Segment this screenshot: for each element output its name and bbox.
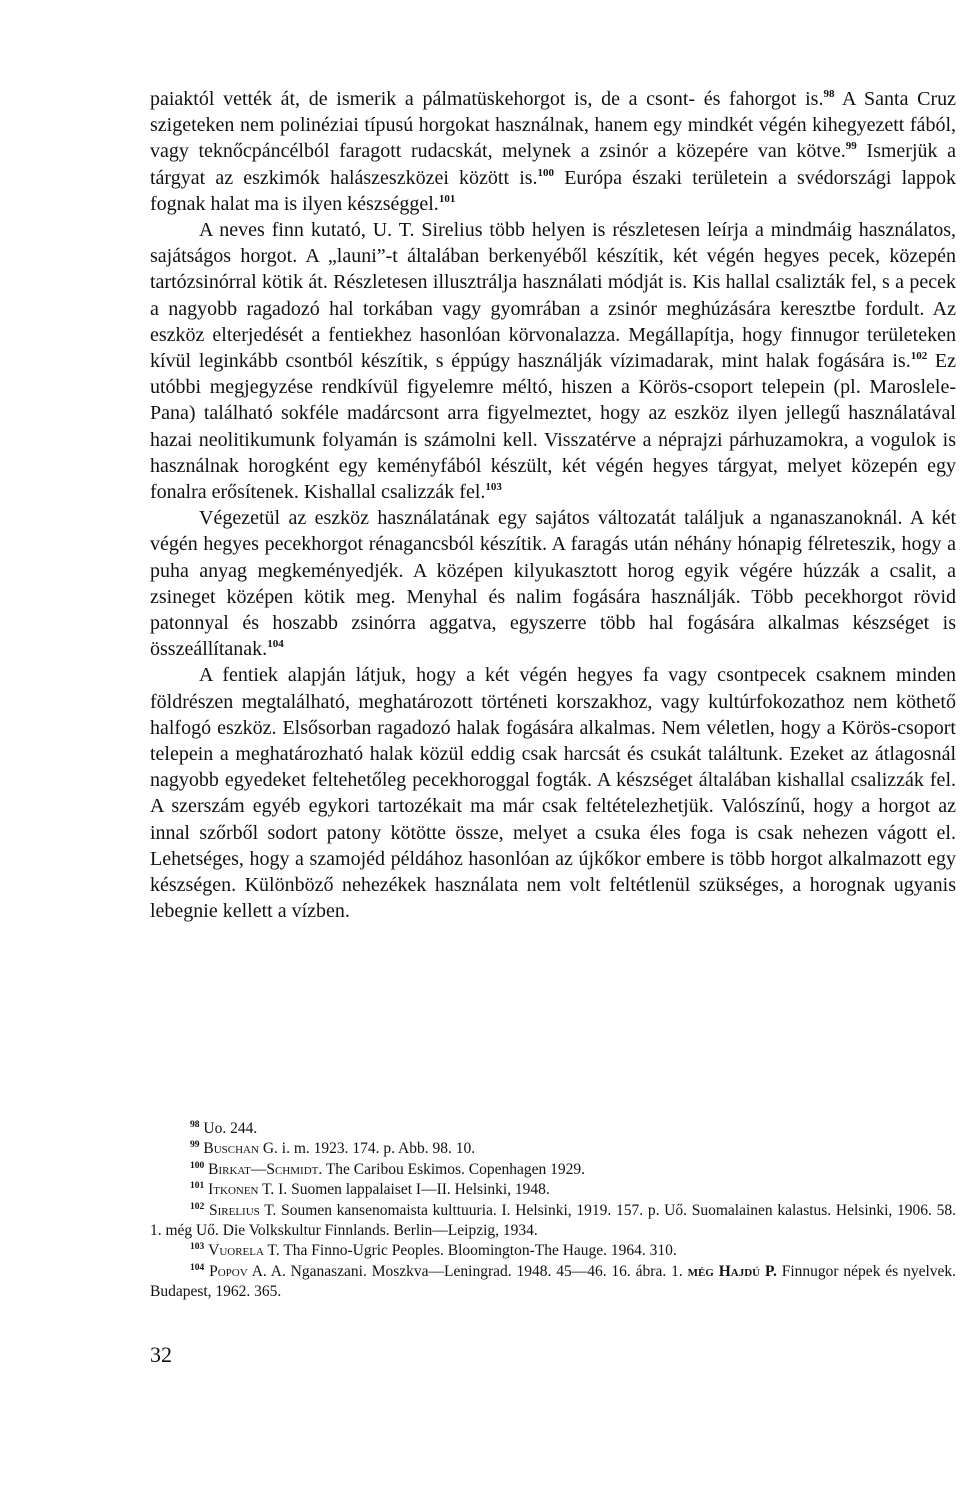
footnote	[150, 1201, 956, 1242]
author-name: Birkat—Schmidt.	[208, 1160, 323, 1178]
text-run: paiaktól vették át, de ismerik a pálmatüskehorgot is, de a csont- és fahorgot is.	[150, 88, 824, 110]
text-run: Európa északi területein a svédországi lappok fognak halat ma is ilyen készséggel.	[150, 166, 957, 215]
footnote-number: 99	[190, 1140, 200, 1151]
footnote-ref: 100	[537, 166, 555, 179]
paragraph	[150, 217, 956, 505]
footnotes	[150, 1119, 956, 1303]
text-run: The Caribou Eskimos. Copenhagen 1929.	[322, 1160, 585, 1178]
footnote	[150, 1119, 956, 1139]
text-run: A Santa Cruz szigeteken nem polinéziai típusú horgokat használnak, hanem egy mindkét végén kihegyezett fából, vagy teknőcpáncélból faragott rudacskát, melynek a zsinór a közepére van kötve.	[150, 88, 957, 163]
author-name: Itkonen	[208, 1181, 259, 1199]
body-text	[150, 86, 956, 925]
text-run: A fentiek alapján látjuk, hogy a két végén hegyes fa vagy csontpecek csaknem minden földrészen megtalálható, meghatározott történeti korszakhoz, vagy kultúrfokozathoz nem köthető halfogó eszköz. Elsősorban ragadozó halak fogására alkalmas. Nem véletlen, hogy a Körös-csoport telepein a meghatározható halak közül eddig csak harcsát és csukát találtunk. Ezeket az átlagosnál nagyobb egyedeket feltehetőleg pecekhoroggal fogták. A készséget általában kishallal csalizzák fel. A szerszám egyéb egykori tartozékait ma már csak feltételezhetjük. Valószínű, hogy a horgot az innal szőrből sodort patony kötötte össze, melyet a csuka éles foga is csak nehezen vágott el. Lehetséges, hogy a szamojéd példához hasonlóan az újkőkor embere is több horgot alkalmazott egy készségen. Különböző nehezékek használata nem volt feltétlenül szükséges, a horognak ugyanis lebegnie kellett a vízben.	[150, 664, 956, 923]
footnote-number: 98	[190, 1120, 200, 1130]
text-run: G. i. m. 1923. 174. p. Abb. 98. 10.	[258, 1140, 476, 1158]
page-number: 32	[150, 1342, 172, 1367]
footnote-ref: 99	[845, 140, 857, 153]
paragraph	[150, 662, 956, 924]
text-run: T. Tha Finno-Ugric Peoples. Bloomington-The Hauge. 1964. 310.	[263, 1242, 677, 1260]
text-run: T. I. Suomen lappalaiset I—II. Helsinki, 1948.	[258, 1181, 550, 1199]
text-run: Ez utóbbi megjegyzése rendkívül figyelemre méltó, hiszen a Körös-csoport telepein (pl. Maroslele-Pana) található sokféle madárcsont arra figyelmeztet, hogy az eszköz ilyen jellegű használatával hazai neolitikumunk folyamán is számolni kell. Visszatérve a néprajzi párhuzamokra, a vogulok is használnak horogként egy keményfából készült, két végén hegyes tárgyat, melyet közepén egy fonalra erősítenek. Kishallal csalizzák fel.	[150, 350, 957, 504]
footnote	[150, 1160, 956, 1180]
footnote-number: 104	[190, 1262, 205, 1273]
text-run: Finnugor népek és nyelvek. Budapest, 1962. 365.	[150, 1262, 957, 1301]
footnote	[150, 1139, 956, 1159]
author-name: Vuorela	[208, 1242, 264, 1260]
footnote-number: 100	[190, 1160, 205, 1171]
footnote-ref: 101	[438, 192, 456, 205]
author-name: Popov	[209, 1262, 248, 1280]
footnote-number: 103	[190, 1242, 205, 1253]
author-name: Sirelius	[208, 1201, 260, 1219]
paragraph	[150, 505, 956, 662]
text-run: A neves finn kutató, U. T. Sirelius több helyen is részletesen leírja a mindmáig használatos, sajátságos horgot. A „launi”-t általában berkenyéből készítik, két végén hegyes pecek, közepén tartózsinórral kötik át. Részletesen illusztrálja használati módját is. Kis hallal csalizták fel, s a pecek a nagyobb ragadozó hal torkában vagy gyomrában a zsinór meghúzására keresztbe fordult. Az eszköz elterjedését a fentiekhez hasonlóan körvonalazza. Megállapítja, hogy finnugor területeken kívül leginkább csontból készítik, s éppúgy használják vízimadarak, mint halak fogására is.	[150, 219, 956, 373]
footnote-number: 101	[190, 1181, 205, 1192]
text-run: T. Soumen kansenomaista kulttuuria. I. Helsinki, 1919. 157. p. Uő. Suomalainen kalastus. Helsinki, 1906. 58. 1. még Uő. Die Volkskultur Finnlands. Berlin—Leipzig, 1934.	[150, 1201, 957, 1240]
footnote	[150, 1262, 956, 1303]
paragraph	[150, 86, 956, 217]
footnote	[150, 1180, 956, 1200]
footnote-ref: 103	[485, 481, 502, 494]
text-run: Végezetül az eszköz használatának egy sajátos változatát találjuk a nganaszanoknál. A két végén hegyes pecekhorgot rénagancsból készítik. A faragás után néhány hónapig félreteszik, hogy a puha anyag megkeményedjék. A középen kilyukasztott horog egyik végére húzzák a csalit, a zsineget középen kötik meg. Menyhal és nalim fogására használják. Több pecekhorgot rövid patonnyal és hoszabb zsinórra aggatva, egyszerre több hal fogására alkalmas készséget is összeállítanak.	[150, 507, 956, 661]
footnote-ref: 98	[823, 88, 835, 100]
author-name: Buschan	[203, 1140, 259, 1158]
text-run: A. A. Nganaszani. Moszkva—Leningrad. 1948. 45—46. 16. ábra. 1.	[247, 1262, 688, 1280]
footnote	[150, 1241, 956, 1261]
footnote-number: 102	[190, 1201, 205, 1212]
footnote-ref: 104	[267, 638, 284, 651]
text-run: Uo. 244.	[203, 1120, 258, 1137]
emphasis-text: még Hajdú P.	[687, 1262, 777, 1280]
text-run: Ismerjük a tárgyat az eszkimók halászeszközei között is.	[150, 140, 956, 189]
footnote-ref: 102	[910, 350, 928, 363]
